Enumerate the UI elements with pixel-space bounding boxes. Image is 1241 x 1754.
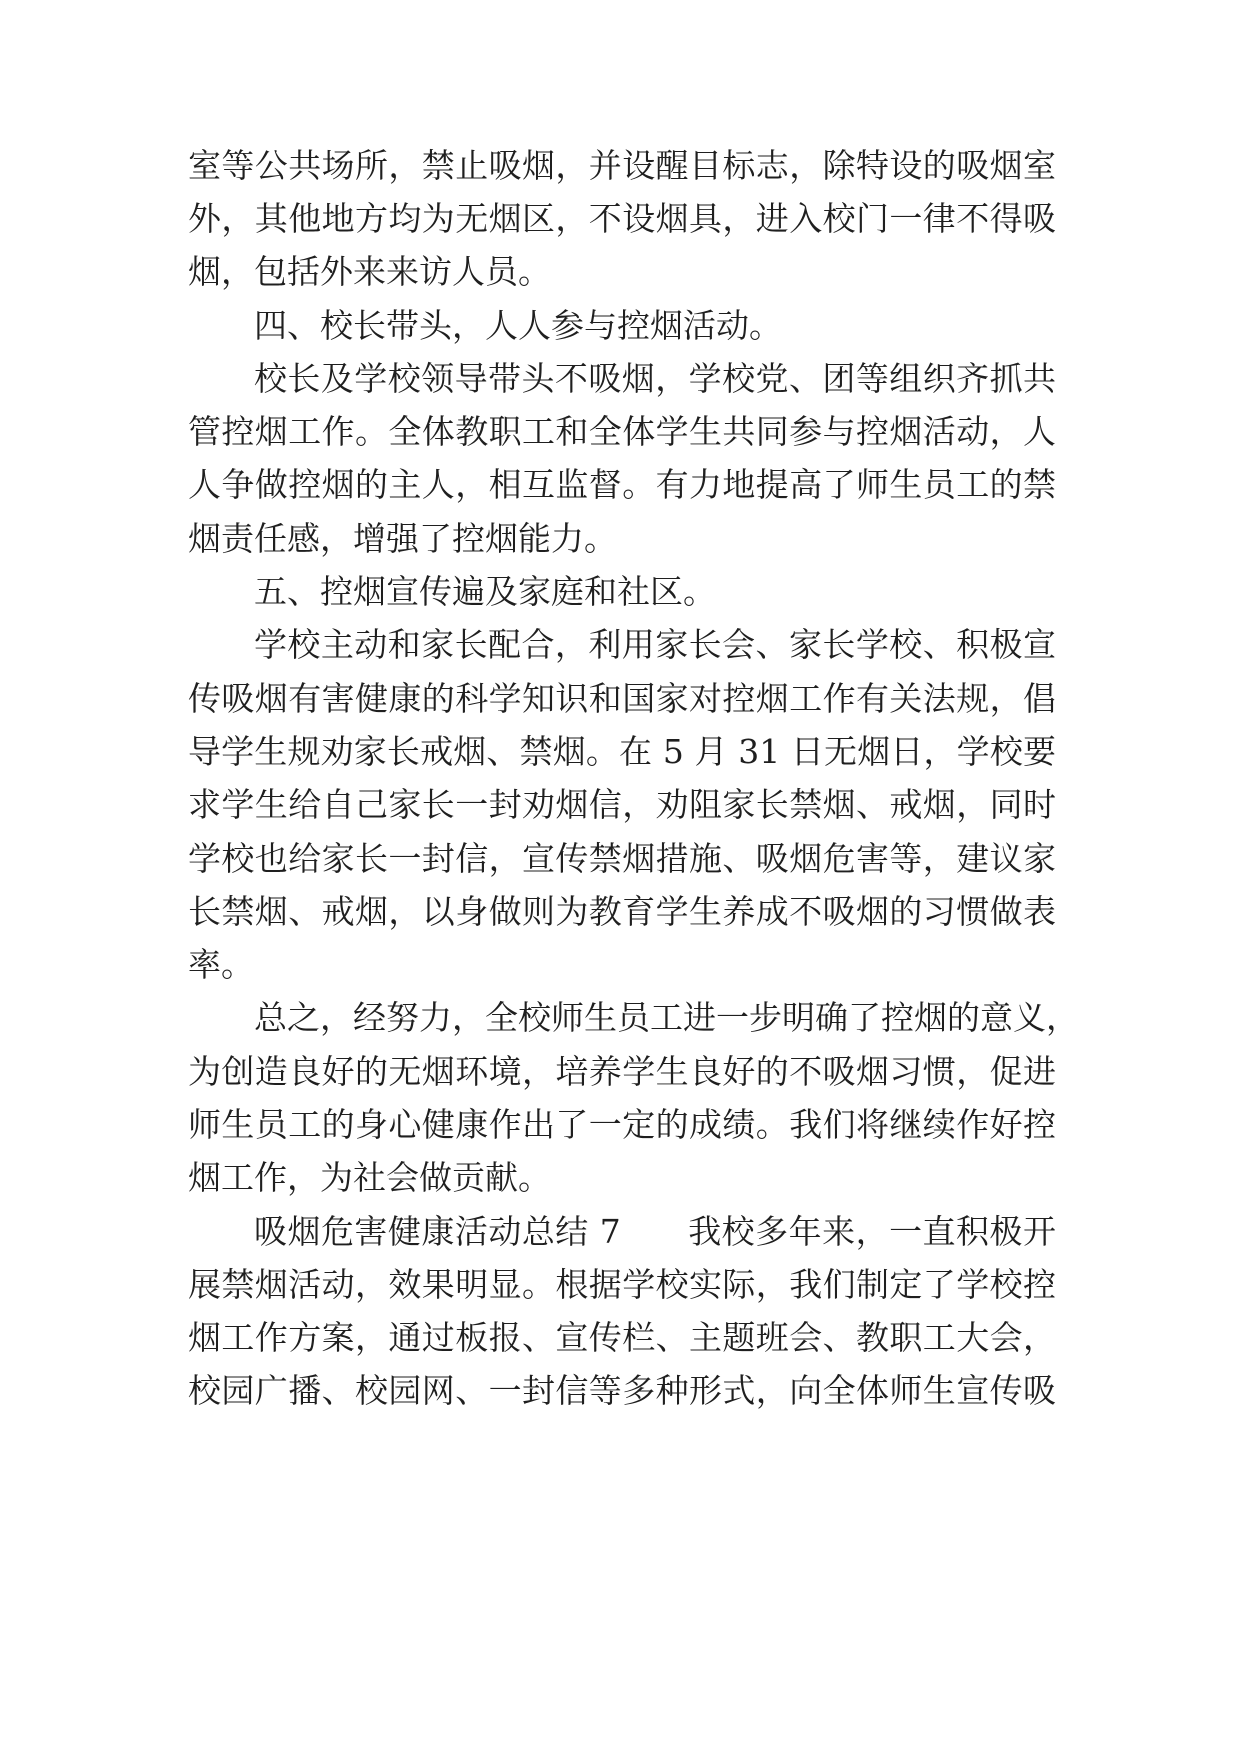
section-heading: 五、控烟宣传遍及家庭和社区。 — [254, 572, 716, 611]
text-line: 管控烟工作。全体教职工和全体学生共同参与控烟活动，人 — [188, 412, 1056, 451]
text-line: 师生员工的身心健康作出了一定的成绩。我们将继续作好控 — [188, 1105, 1056, 1144]
text-line: 学校也给家长一封信，宣传禁烟措施、吸烟危害等，建议家 — [188, 839, 1056, 878]
text-line: 校园广播、校园网、一封信等多种形式，向全体师生宣传吸 — [188, 1371, 1056, 1410]
text-line: 为创造良好的无烟环境，培养学生良好的不吸烟习惯，促进 — [188, 1052, 1056, 1091]
text-line: 总之，经努力，全校师生员工进一步明确了控烟的意义， — [254, 998, 1079, 1037]
text-line: 校长及学校领导带头不吸烟，学校党、团等组织齐抓共 — [254, 359, 1056, 398]
text-line: 传吸烟有害健康的科学知识和国家对控烟工作有关法规，倡 — [188, 679, 1056, 718]
text-line: 率。 — [188, 945, 254, 984]
text-line: 学校主动和家长配合，利用家长会、家长学校、积极宣 — [254, 625, 1056, 664]
text-line: 导学生规劝家长戒烟、禁烟。在 5 月 31 日无烟日，学校要 — [188, 732, 1056, 771]
text-line: 展禁烟活动，效果明显。根据学校实际，我们制定了学校控 — [188, 1265, 1056, 1304]
section-heading: 四、校长带头，人人参与控烟活动。 — [254, 306, 782, 345]
text-line: 烟，包括外来来访人员。 — [188, 252, 551, 291]
text-line: 人争做控烟的主人，相互监督。有力地提高了师生员工的禁 — [188, 465, 1056, 504]
text-line: 烟责任感，增强了控烟能力。 — [188, 519, 617, 558]
text-line: 长禁烟、戒烟，以身做则为教育学生养成不吸烟的习惯做表 — [188, 892, 1056, 931]
text-line: 烟工作，为社会做贡献。 — [188, 1158, 551, 1197]
text-line: 室等公共场所，禁止吸烟，并设醒目标志，除特设的吸烟室 — [188, 146, 1056, 185]
text-line: 求学生给自己家长一封劝烟信，劝阻家长禁烟、戒烟，同时 — [188, 785, 1056, 824]
text-line: 吸烟危害健康活动总结 7 我校多年来，一直积极开 — [254, 1212, 1056, 1251]
text-line: 烟工作方案，通过板报、宣传栏、主题班会、教职工大会， — [188, 1318, 1056, 1357]
text-line: 外，其他地方均为无烟区，不设烟具，进入校门一律不得吸 — [188, 199, 1056, 238]
